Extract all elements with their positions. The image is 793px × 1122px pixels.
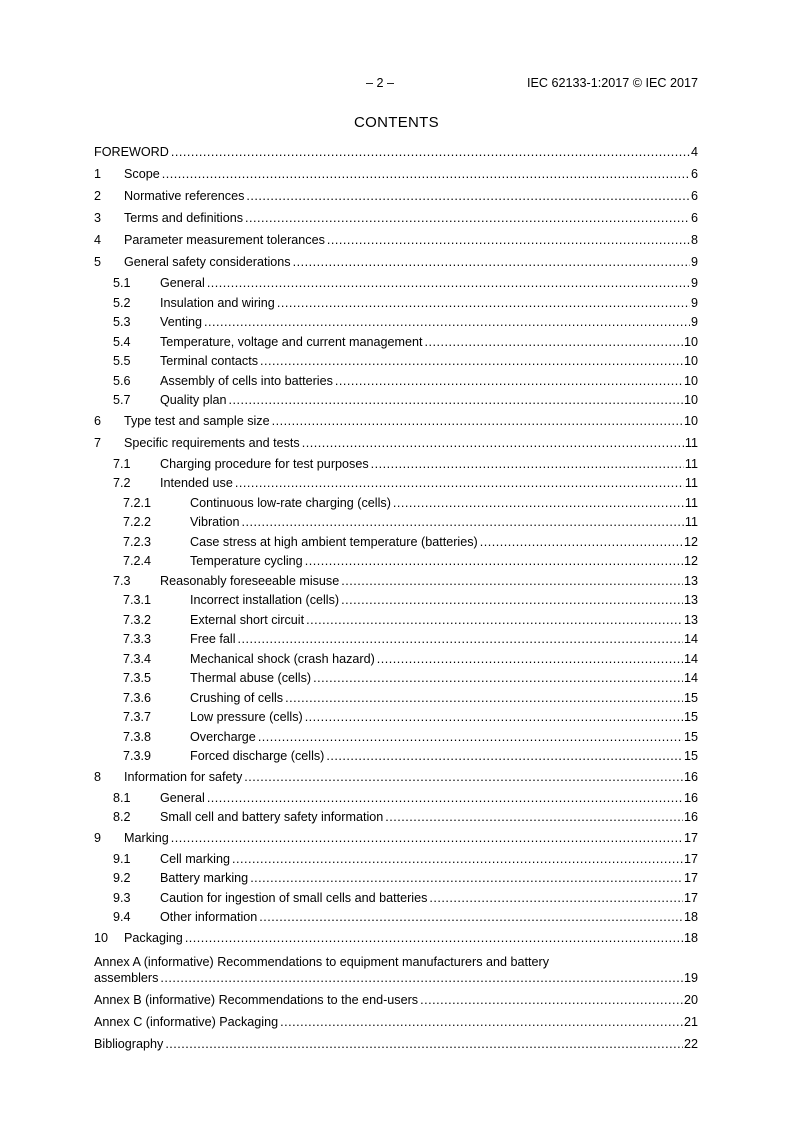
toc-entry[interactable] bbox=[94, 691, 698, 705]
dot-leader bbox=[341, 593, 683, 607]
toc-entry[interactable] bbox=[94, 414, 698, 428]
toc-entry[interactable] bbox=[94, 831, 698, 845]
dot-leader bbox=[207, 791, 683, 805]
toc-annex-entry[interactable] bbox=[94, 971, 698, 985]
toc-entry-number: 1 bbox=[94, 167, 102, 181]
toc-entry[interactable] bbox=[94, 931, 698, 945]
toc-entry-page: 15 bbox=[683, 710, 698, 724]
page-number-header: – 2 – bbox=[366, 76, 395, 90]
toc-entry-title: Packaging bbox=[124, 930, 183, 945]
toc-entry-page: 8 bbox=[690, 233, 698, 247]
toc-entry[interactable] bbox=[94, 515, 698, 529]
toc-entry-number: 5.7 bbox=[113, 393, 131, 407]
toc-entry-number: 7.3.9 bbox=[123, 749, 152, 763]
toc-entry-title: Reasonably foreseeable misuse bbox=[160, 573, 340, 588]
toc-entry[interactable] bbox=[94, 749, 698, 763]
dot-leader bbox=[244, 770, 683, 784]
toc-entry[interactable] bbox=[94, 457, 698, 471]
toc-entry-page: 17 bbox=[683, 851, 698, 866]
toc-entry[interactable] bbox=[94, 574, 698, 588]
toc-entry-page: 10 bbox=[683, 373, 698, 388]
dot-leader bbox=[420, 993, 683, 1007]
toc-entry[interactable] bbox=[94, 593, 698, 607]
toc-entry-title: Small cell and battery safety information bbox=[160, 810, 384, 824]
dot-leader bbox=[326, 749, 683, 763]
toc-entry-title: Information for safety bbox=[124, 769, 243, 784]
toc-entry[interactable] bbox=[94, 436, 698, 450]
dot-leader bbox=[160, 971, 683, 985]
toc-entry-title: Continuous low-rate charging (cells) bbox=[190, 495, 391, 510]
toc-annex-entry[interactable] bbox=[94, 1037, 698, 1051]
toc-entry-page: 11 bbox=[684, 515, 698, 529]
toc-entry[interactable] bbox=[94, 276, 698, 290]
toc-entry-page: 10 bbox=[683, 393, 698, 407]
toc-entry[interactable] bbox=[94, 496, 698, 510]
toc-entry-title: Free fall bbox=[190, 632, 236, 646]
toc-entry[interactable] bbox=[94, 211, 698, 225]
toc-entry-title: Charging procedure for test purposes bbox=[160, 456, 369, 471]
dot-leader bbox=[235, 476, 684, 490]
toc-entry-title: Other information bbox=[160, 910, 258, 924]
toc-entry-title: Type test and sample size bbox=[124, 413, 270, 428]
dot-leader bbox=[425, 335, 683, 349]
toc-entry[interactable] bbox=[94, 910, 698, 924]
toc-entry-number: 7.2.2 bbox=[123, 515, 152, 529]
toc-entry-number: 9.2 bbox=[113, 871, 131, 885]
toc-entry-title: Annex B (informative) Recommendations to the end-users bbox=[94, 992, 419, 1007]
toc-entry-page: 6 bbox=[690, 211, 698, 225]
dot-leader bbox=[245, 211, 690, 225]
toc-entry-number: 10 bbox=[94, 930, 109, 945]
toc-entry-title: Incorrect installation (cells) bbox=[190, 593, 340, 607]
dot-leader bbox=[277, 296, 690, 310]
toc-entry-page: 9 bbox=[690, 255, 698, 269]
toc-entry-title: Vibration bbox=[190, 515, 240, 529]
toc-entry-number: 7.3.5 bbox=[123, 671, 152, 685]
toc-entry-title: External short circuit bbox=[190, 612, 305, 627]
toc-entry-page: 22 bbox=[683, 1036, 698, 1051]
toc-entry-title: General bbox=[160, 276, 205, 290]
toc-entry-page: 17 bbox=[683, 890, 698, 905]
toc-entry-page: 6 bbox=[690, 189, 698, 203]
dot-leader bbox=[393, 496, 684, 510]
toc-entry-title: Assembly of cells into batteries bbox=[160, 373, 333, 388]
toc-entry[interactable] bbox=[94, 554, 698, 568]
toc-entry[interactable] bbox=[94, 613, 698, 627]
toc-entry[interactable] bbox=[94, 730, 698, 744]
toc-entry-number: 7 bbox=[94, 435, 102, 450]
toc-entry-page: 14 bbox=[683, 632, 698, 646]
dot-leader bbox=[165, 1037, 683, 1051]
toc-entry[interactable] bbox=[94, 535, 698, 549]
toc-entry-page: 20 bbox=[683, 992, 698, 1007]
dot-leader bbox=[229, 393, 683, 407]
toc-entry-title: Marking bbox=[124, 830, 169, 845]
toc-entry[interactable] bbox=[94, 871, 698, 885]
toc-entry-title: Forced discharge (cells) bbox=[190, 749, 325, 763]
toc-entry-title: Overcharge bbox=[190, 729, 256, 744]
dot-leader bbox=[306, 613, 683, 627]
toc-entry-title: General bbox=[160, 790, 205, 805]
toc-entry-number: 9.4 bbox=[113, 910, 131, 924]
toc-entry-number: 5.5 bbox=[113, 354, 131, 368]
toc-entry-number: 5.4 bbox=[113, 334, 131, 349]
toc-annex-entry[interactable] bbox=[94, 1015, 698, 1029]
toc-entry-page: 13 bbox=[683, 573, 698, 588]
toc-entry-page: 21 bbox=[683, 1014, 698, 1029]
toc-entry-title: Temperature cycling bbox=[190, 554, 303, 568]
toc-entry-page: 13 bbox=[683, 593, 698, 607]
toc-entry-number: 7.3.8 bbox=[123, 729, 152, 744]
toc-entry-number: 9 bbox=[94, 830, 102, 845]
dot-leader bbox=[313, 671, 683, 685]
dot-leader bbox=[302, 436, 684, 450]
toc-entry-title: Venting bbox=[160, 315, 203, 329]
dot-leader bbox=[280, 1015, 683, 1029]
toc-entry-title: Low pressure (cells) bbox=[190, 710, 303, 724]
toc-entry-title: Mechanical shock (crash hazard) bbox=[190, 651, 375, 666]
toc-entry-number: 2 bbox=[94, 189, 102, 203]
toc-entry-title: Case stress at high ambient temperature (batteries) bbox=[190, 534, 478, 549]
dot-leader bbox=[246, 189, 690, 203]
toc-entry[interactable] bbox=[94, 255, 698, 269]
dot-leader bbox=[232, 852, 683, 866]
dot-leader bbox=[259, 910, 683, 924]
toc-entry-number: 7.2.3 bbox=[123, 534, 152, 549]
toc-entry-title: Temperature, voltage and current management bbox=[160, 334, 423, 349]
toc-entry-title: Annex C (informative) Packaging bbox=[94, 1014, 279, 1029]
toc-entry-page: 12 bbox=[683, 534, 698, 549]
toc-entry[interactable] bbox=[94, 354, 698, 368]
dot-leader bbox=[385, 810, 683, 824]
toc-entry-page: 15 bbox=[683, 690, 698, 705]
toc-entry-page: 15 bbox=[683, 749, 698, 763]
toc-entry-page: 11 bbox=[684, 476, 698, 490]
toc-entry-title: Terminal contacts bbox=[160, 354, 258, 368]
toc-entry-title: Cell marking bbox=[160, 851, 230, 866]
toc-entry-page: 9 bbox=[690, 295, 698, 310]
toc-entry-page: 10 bbox=[683, 354, 698, 368]
dot-leader bbox=[171, 145, 690, 159]
toc-entry-title: Crushing of cells bbox=[190, 690, 284, 705]
toc-entry-number: 3 bbox=[94, 211, 102, 225]
toc-entry-page: 15 bbox=[683, 729, 698, 744]
toc-entry[interactable] bbox=[94, 296, 698, 310]
toc-entry-page: 16 bbox=[683, 790, 698, 805]
toc-entry[interactable] bbox=[94, 374, 698, 388]
toc-entry-page: 4 bbox=[690, 145, 698, 159]
toc-entry-number: 5 bbox=[94, 255, 102, 269]
toc-entry[interactable] bbox=[94, 315, 698, 329]
dot-leader bbox=[341, 574, 683, 588]
toc-entry-number: 9.3 bbox=[113, 890, 131, 905]
toc-entry-number: 7.2.1 bbox=[123, 495, 152, 510]
toc-annex-line[interactable]: Annex A (informative) Recommendations to equipment manufacturers and battery bbox=[94, 954, 550, 969]
toc-entry[interactable] bbox=[94, 652, 698, 666]
page-title: CONTENTS bbox=[354, 114, 439, 131]
toc-entry-page: 10 bbox=[683, 334, 698, 349]
toc-entry[interactable] bbox=[94, 233, 698, 247]
toc-entry-page: 18 bbox=[683, 930, 698, 945]
toc-entry-number: 4 bbox=[94, 233, 102, 247]
toc-entry-number: 5.6 bbox=[113, 373, 131, 388]
toc-entry-title: Quality plan bbox=[160, 393, 227, 407]
toc-entry-page: 16 bbox=[683, 810, 698, 824]
toc-entry[interactable] bbox=[94, 770, 698, 784]
toc-entry-title: assemblers bbox=[94, 970, 159, 985]
toc-entry-page: 14 bbox=[683, 651, 698, 666]
toc-entry-number: 7.3.4 bbox=[123, 651, 152, 666]
dot-leader bbox=[204, 315, 690, 329]
dot-leader bbox=[250, 871, 683, 885]
dot-leader bbox=[371, 457, 684, 471]
toc-entry-page: 9 bbox=[690, 315, 698, 329]
toc-entry-page: 12 bbox=[683, 554, 698, 568]
toc-entry-page: 16 bbox=[683, 769, 698, 784]
toc-entry-number: 7.3 bbox=[113, 573, 131, 588]
toc-entry[interactable] bbox=[94, 891, 698, 905]
toc-entry[interactable] bbox=[94, 791, 698, 805]
toc-entry-number: 5.3 bbox=[113, 315, 131, 329]
toc-entry-title: Parameter measurement tolerances bbox=[124, 233, 325, 247]
toc-entry-title: Terms and definitions bbox=[124, 211, 244, 225]
toc-entry-number: 7.3.1 bbox=[123, 593, 152, 607]
toc-entry-title: Specific requirements and tests bbox=[124, 435, 300, 450]
toc-entry-page: 13 bbox=[683, 612, 698, 627]
document-reference: IEC 62133-1:2017 © IEC 2017 bbox=[526, 76, 698, 90]
dot-leader bbox=[285, 691, 683, 705]
dot-leader bbox=[185, 931, 683, 945]
dot-leader bbox=[429, 891, 683, 905]
toc-entry-page: 17 bbox=[683, 871, 698, 885]
toc-entry-title: Caution for ingestion of small cells and batteries bbox=[160, 890, 428, 905]
toc-entry-title: FOREWORD bbox=[94, 145, 169, 159]
dot-leader bbox=[238, 632, 683, 646]
toc-entry[interactable] bbox=[94, 632, 698, 646]
toc-entry-number: 7.3.3 bbox=[123, 632, 152, 646]
toc-entry[interactable] bbox=[94, 852, 698, 866]
dot-leader bbox=[162, 167, 690, 181]
toc-entry-page: 19 bbox=[683, 970, 698, 985]
dot-leader bbox=[207, 276, 690, 290]
dot-leader bbox=[272, 414, 683, 428]
toc-entry-title: Scope bbox=[124, 167, 160, 181]
toc-entry-page: 6 bbox=[690, 167, 698, 181]
dot-leader bbox=[171, 831, 683, 845]
toc-entry-page: 10 bbox=[683, 413, 698, 428]
toc-entry[interactable] bbox=[94, 671, 698, 685]
toc-entry[interactable] bbox=[94, 393, 698, 407]
toc-entry-number: 5.2 bbox=[113, 295, 131, 310]
toc-entry-title: Insulation and wiring bbox=[160, 295, 275, 310]
toc-entry-number: 6 bbox=[94, 413, 102, 428]
dot-leader bbox=[327, 233, 690, 247]
toc-entry[interactable] bbox=[94, 335, 698, 349]
toc-entry-number: 5.1 bbox=[113, 276, 131, 290]
dot-leader bbox=[258, 730, 683, 744]
toc-entry-title: Bibliography bbox=[94, 1036, 164, 1051]
toc-entry[interactable] bbox=[94, 476, 698, 490]
toc-entry-title: Intended use bbox=[160, 476, 233, 490]
toc-entry-page: 11 bbox=[684, 456, 698, 471]
toc-entry-number: 7.3.7 bbox=[123, 710, 152, 724]
toc-entry-number: 8 bbox=[94, 769, 102, 784]
toc-entry[interactable] bbox=[94, 810, 698, 824]
toc-entry-number: 7.3.6 bbox=[123, 690, 152, 705]
toc-entry-page: 18 bbox=[683, 910, 698, 924]
toc-entry-number: 7.2 bbox=[113, 476, 131, 490]
toc-annex-entry[interactable] bbox=[94, 993, 698, 1007]
dot-leader bbox=[260, 354, 683, 368]
toc-entry-title: General safety considerations bbox=[124, 255, 291, 269]
toc-entry-number: 9.1 bbox=[113, 851, 131, 866]
toc-entry-title: Battery marking bbox=[160, 871, 249, 885]
toc-entry-page: 9 bbox=[690, 276, 698, 290]
toc-entry[interactable] bbox=[94, 167, 698, 181]
dot-leader bbox=[335, 374, 683, 388]
toc-entry-page: 11 bbox=[684, 495, 698, 510]
toc-entry-number: 7.3.2 bbox=[123, 612, 152, 627]
toc-entry-number: 8.1 bbox=[113, 790, 131, 805]
dot-leader bbox=[377, 652, 683, 666]
toc-entry[interactable] bbox=[94, 145, 698, 159]
toc-entry-page: 14 bbox=[683, 671, 698, 685]
toc-entry-page: 17 bbox=[683, 830, 698, 845]
toc-entry-title: Normative references bbox=[124, 189, 245, 203]
toc-entry-number: 7.1 bbox=[113, 456, 131, 471]
dot-leader bbox=[293, 255, 690, 269]
dot-leader bbox=[480, 535, 683, 549]
toc-entry-title: Thermal abuse (cells) bbox=[190, 671, 312, 685]
dot-leader bbox=[305, 554, 683, 568]
toc-entry-page: 11 bbox=[684, 435, 698, 450]
toc-entry[interactable] bbox=[94, 189, 698, 203]
dot-leader bbox=[241, 515, 683, 529]
toc-entry-number: 7.2.4 bbox=[123, 554, 152, 568]
toc-entry-number: 8.2 bbox=[113, 810, 131, 824]
toc-entry[interactable] bbox=[94, 710, 698, 724]
dot-leader bbox=[305, 710, 683, 724]
